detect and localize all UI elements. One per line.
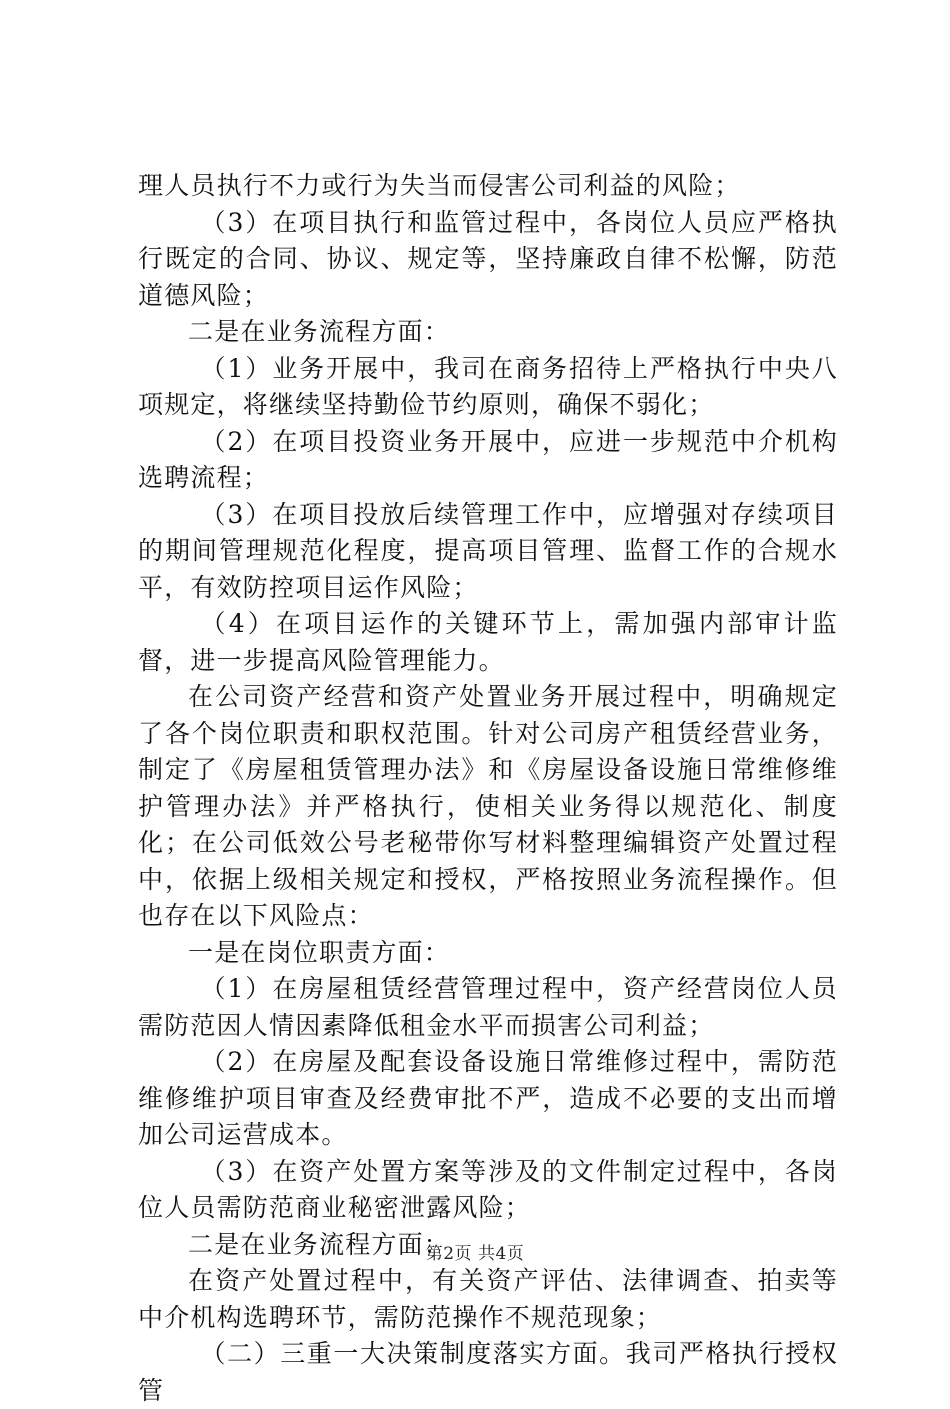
document-body <box>138 168 838 1409</box>
paragraph-4: （1）业务开展中，我司在商务招待上严格执行中央八项规定，将继续坚持勤俭节约原则，确保不弱化； <box>138 353 838 419</box>
paragraph-13: 二是在业务流程方面： <box>188 1229 451 1259</box>
paragraph-8: 在公司资产经营和资产处置业务开展过程中，明确规定了各个岗位职责和职权范围。针对公司房产租赁经营业务，制定了《房屋租赁管理办法》和《房屋设备设施日常维修维护管理办法》并严格执行，使相关业务得以规范化、制度化；在公司低效公号老秘带你写材料整理编辑资产处置过程中，依据上级相关规定和授权，严格按照业务流程操作。但也存在以下风险点： <box>138 682 838 930</box>
paragraph-2: （3）在项目执行和监管过程中，各岗位人员应严格执行既定的合同、协议、规定等，坚持廉政自律不松懈，防范道德风险； <box>138 207 838 310</box>
paragraph-3: 二是在业务流程方面： <box>188 317 451 346</box>
paragraph-10: （1）在房屋租赁经营管理过程中，资产经营岗位人员需防范因人情因素降低租金水平而损害公司利益； <box>138 974 838 1040</box>
paragraph-6: （3）在项目投放后续管理工作中，应增强对存续项目的期间管理规范化程度，提高项目管理、监督工作的合规水平，有效防控项目运作风险； <box>138 499 838 602</box>
paragraph-1: 理人员执行不力或行为失当而侵害公司利益的风险； <box>138 171 741 200</box>
paragraph-15: （二）三重一大决策制度落实方面。我司严格执行授权管 <box>138 1339 838 1405</box>
paragraph-14: 在资产处置过程中，有关资产评估、法律调查、拍卖等中介机构选聘环节，需防范操作不规范现象； <box>138 1266 838 1332</box>
paragraph-5: （2）在项目投资业务开展中，应进一步规范中介机构选聘流程； <box>138 426 838 492</box>
page-number-label: 第2页 共4页 <box>425 1244 525 1264</box>
paragraph-7: （4）在项目运作的关键环节上，需加强内部审计监督，进一步提高风险管理能力。 <box>138 609 838 675</box>
paragraph-9: 一是在岗位职责方面： <box>188 937 451 967</box>
paragraph-12: （3）在资产处置方案等涉及的文件制定过程中，各岗位人员需防范商业秘密泄露风险； <box>138 1156 838 1222</box>
paragraph-11: （2）在房屋及配套设备设施日常维修过程中，需防范维修维护项目审查及经费审批不严，造成不必要的支出而增加公司运营成本。 <box>138 1047 838 1149</box>
page-footer <box>0 1242 950 1266</box>
